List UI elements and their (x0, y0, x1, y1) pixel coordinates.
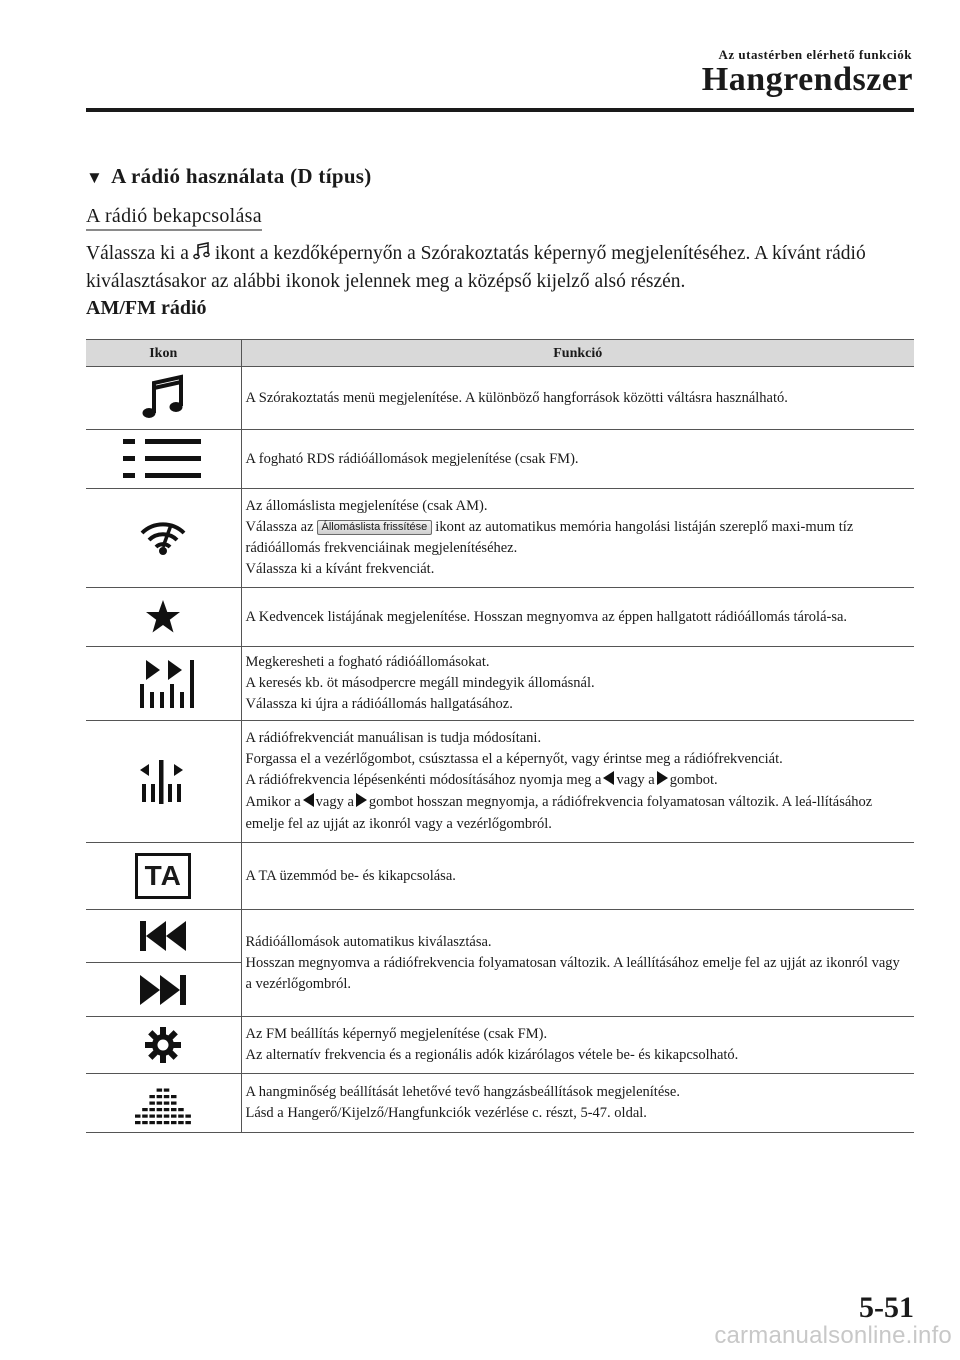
function-line-part: ikont az automatikus memória hangolási listáján szereplő maxi-mum tíz rádióállomás frekvenciáinak megjelenítéséhez. (245, 519, 854, 556)
equalizer-dash (157, 1115, 163, 1118)
function-line (246, 792, 909, 835)
ta-icon-label: TA (144, 860, 182, 891)
function-text (241, 489, 914, 588)
table-row (86, 1074, 914, 1133)
music-note-icon (193, 241, 211, 261)
radio-signal-icon (86, 517, 241, 559)
equalizer-dash (164, 1102, 170, 1105)
chapter-subtitle: Az utastérben elérhető funkciók (718, 47, 912, 62)
equalizer-dash (171, 1121, 177, 1124)
function-text: A Kedvencek listájának megjelenítése. Hosszan megnyomva az éppen hallgatott rádióállomás tárolá-sa. (241, 588, 914, 647)
function-table (86, 339, 914, 1133)
function-line-part: A rádiófrekvencia lépésenkénti módosításához nyomja meg a (245, 772, 602, 788)
equalizer-dash (186, 1115, 192, 1118)
function-line: A keresés kb. öt másodpercre megáll mindegyik állomásnál. (245, 675, 595, 691)
table-row (86, 910, 914, 1017)
equalizer-dash (157, 1095, 163, 1098)
function-line: Forgassa el a vezérlőgombot, csúsztassa el a képernyőt, vagy érintse meg a rádiófrekvenciát. (245, 751, 783, 767)
triangle-right-icon (657, 771, 668, 792)
equalizer-dash (135, 1115, 141, 1118)
equalizer-dash (142, 1115, 148, 1118)
table-row (86, 430, 914, 489)
equalizer-dash (157, 1102, 163, 1105)
equalizer-dash (150, 1102, 156, 1105)
header-icon: Ikon (86, 340, 241, 367)
equalizer-dash (186, 1121, 192, 1124)
equalizer-dash (150, 1121, 156, 1124)
watermark: carmanualsonline.info (714, 1322, 952, 1349)
function-line: Hosszan megnyomva a rádiófrekvencia folyamatosan változik. A leállításához emelje fel az ujját az ikonról vagy a vezérlőgombról. (245, 954, 900, 992)
page-number: 5-51 (859, 1291, 914, 1324)
equalizer-dash (164, 1115, 170, 1118)
table-row (86, 489, 914, 588)
function-line: Az állomáslista megjelenítése (csak AM). (245, 498, 488, 514)
function-text (241, 1017, 914, 1074)
function-line: Az alternatív frekvencia és a regionális adók kizárólagos vétele be- és kikapcsolható. (245, 1047, 739, 1063)
function-line: A rádiófrekvenciát manuálisan is tudja módosítani. (245, 730, 542, 746)
function-line: A hangminőség beállítását lehetővé tevő hangzásbeállítások megjelenítése. (245, 1084, 680, 1100)
star-icon (86, 599, 241, 635)
triangle-right-icon (356, 793, 367, 814)
next-track-cell (86, 963, 241, 1016)
equalizer-dash (135, 1121, 141, 1124)
function-text: A fogható RDS rádióállomások megjelenítése (csak FM). (241, 430, 914, 489)
function-line: Az FM beállítás képernyő megjelenítése (csak FM). (245, 1026, 548, 1042)
equalizer-dash (150, 1108, 156, 1111)
list-icon (86, 437, 241, 481)
ta-icon (135, 853, 191, 899)
triangle-left-icon (603, 771, 614, 792)
table-row (86, 588, 914, 647)
function-line: Válassza ki újra a rádióállomás hallgatásához. (245, 696, 513, 712)
table-row (86, 367, 914, 430)
equalizer-dash (157, 1108, 163, 1111)
station-list-refresh-button[interactable]: Állomáslista frissítése (317, 520, 433, 535)
function-text: A TA üzemmód be- és kikapcsolása. (241, 843, 914, 910)
equalizer-dash (157, 1121, 163, 1124)
equalizer-dash (178, 1115, 184, 1118)
intro-text-after: ikont a kezdőképernyőn a Szórakoztatás képernyő megjelenítéséhez. A kívánt rádió kiválasztásakor az alábbi ikonok jelennek meg a középső kijelző alsó részén. (86, 243, 866, 292)
table-header-row (86, 340, 914, 367)
function-line-part: gombot. (669, 772, 718, 788)
function-text (241, 1074, 914, 1133)
function-line-part: vagy a (315, 794, 354, 810)
intro-text-before: Válassza ki a (86, 243, 189, 264)
function-line: Megkeresheti a fogható rádióállomásokat. (245, 654, 490, 670)
equalizer-dash (164, 1095, 170, 1098)
function-text (241, 647, 914, 721)
function-line: Rádióállomások automatikus kiválasztása. (245, 933, 492, 950)
function-line-part: vagy a (616, 772, 655, 788)
function-line-part: Válassza az (245, 519, 314, 535)
equalizer-dash (178, 1121, 184, 1124)
section-title-text: A rádió használata (D típus) (111, 164, 372, 188)
header-divider (86, 108, 914, 112)
next-track-icon (138, 975, 188, 1005)
equalizer-dash (164, 1121, 170, 1124)
scan-icon (86, 658, 241, 710)
table-row (86, 1017, 914, 1074)
triangle-bullet-icon: ▼ (86, 168, 104, 187)
function-line (246, 517, 909, 559)
equalizer-dash (150, 1095, 156, 1098)
function-line: Lásd a Hangerő/Kijelző/Hangfunkciók vezérlése c. részt, 5-47. oldal. (245, 1105, 647, 1121)
amfm-heading: AM/FM rádió (86, 297, 207, 319)
equalizer-dash (171, 1108, 177, 1111)
equalizer-icon (86, 1081, 241, 1125)
equalizer-dash (142, 1108, 148, 1111)
equalizer-dash (171, 1102, 177, 1105)
function-text: A Szórakoztatás menü megjelenítése. A különböző hangforrások közötti váltásra használható. (241, 367, 914, 430)
equalizer-dash (164, 1108, 170, 1111)
equalizer-dash (150, 1115, 156, 1118)
table-row (86, 647, 914, 721)
section-title (86, 164, 372, 189)
function-text (241, 910, 914, 1017)
table-row (86, 843, 914, 910)
triangle-left-icon (303, 793, 314, 814)
function-text (241, 721, 914, 843)
previous-track-cell (86, 910, 241, 963)
equalizer-dash (171, 1095, 177, 1098)
table-row (86, 721, 914, 843)
function-line: Válassza ki a kívánt frekvenciát. (245, 561, 435, 577)
manual-tune-icon (86, 758, 241, 806)
chapter-title: Hangrendszer (701, 61, 913, 98)
gear-icon (86, 1026, 241, 1064)
previous-track-icon (138, 921, 188, 951)
music-note-icon (86, 373, 241, 423)
intro-paragraph (86, 240, 916, 296)
equalizer-dash (164, 1089, 170, 1092)
subsection-title: A rádió bekapcsolása (86, 205, 262, 231)
equalizer-dash (157, 1089, 163, 1092)
function-line (246, 770, 909, 792)
equalizer-dash (142, 1121, 148, 1124)
function-line-part: gombot hosszan megnyomja, a rádiófrekvencia folyamatosan változik. A leá-llításához emelje fel az ujját az ikonról vagy a vezérlőgombról. (245, 794, 873, 832)
header-function: Funkció (241, 340, 914, 367)
function-line-part: Amikor a (245, 794, 301, 810)
equalizer-dash (178, 1108, 184, 1111)
equalizer-dash (171, 1115, 177, 1118)
